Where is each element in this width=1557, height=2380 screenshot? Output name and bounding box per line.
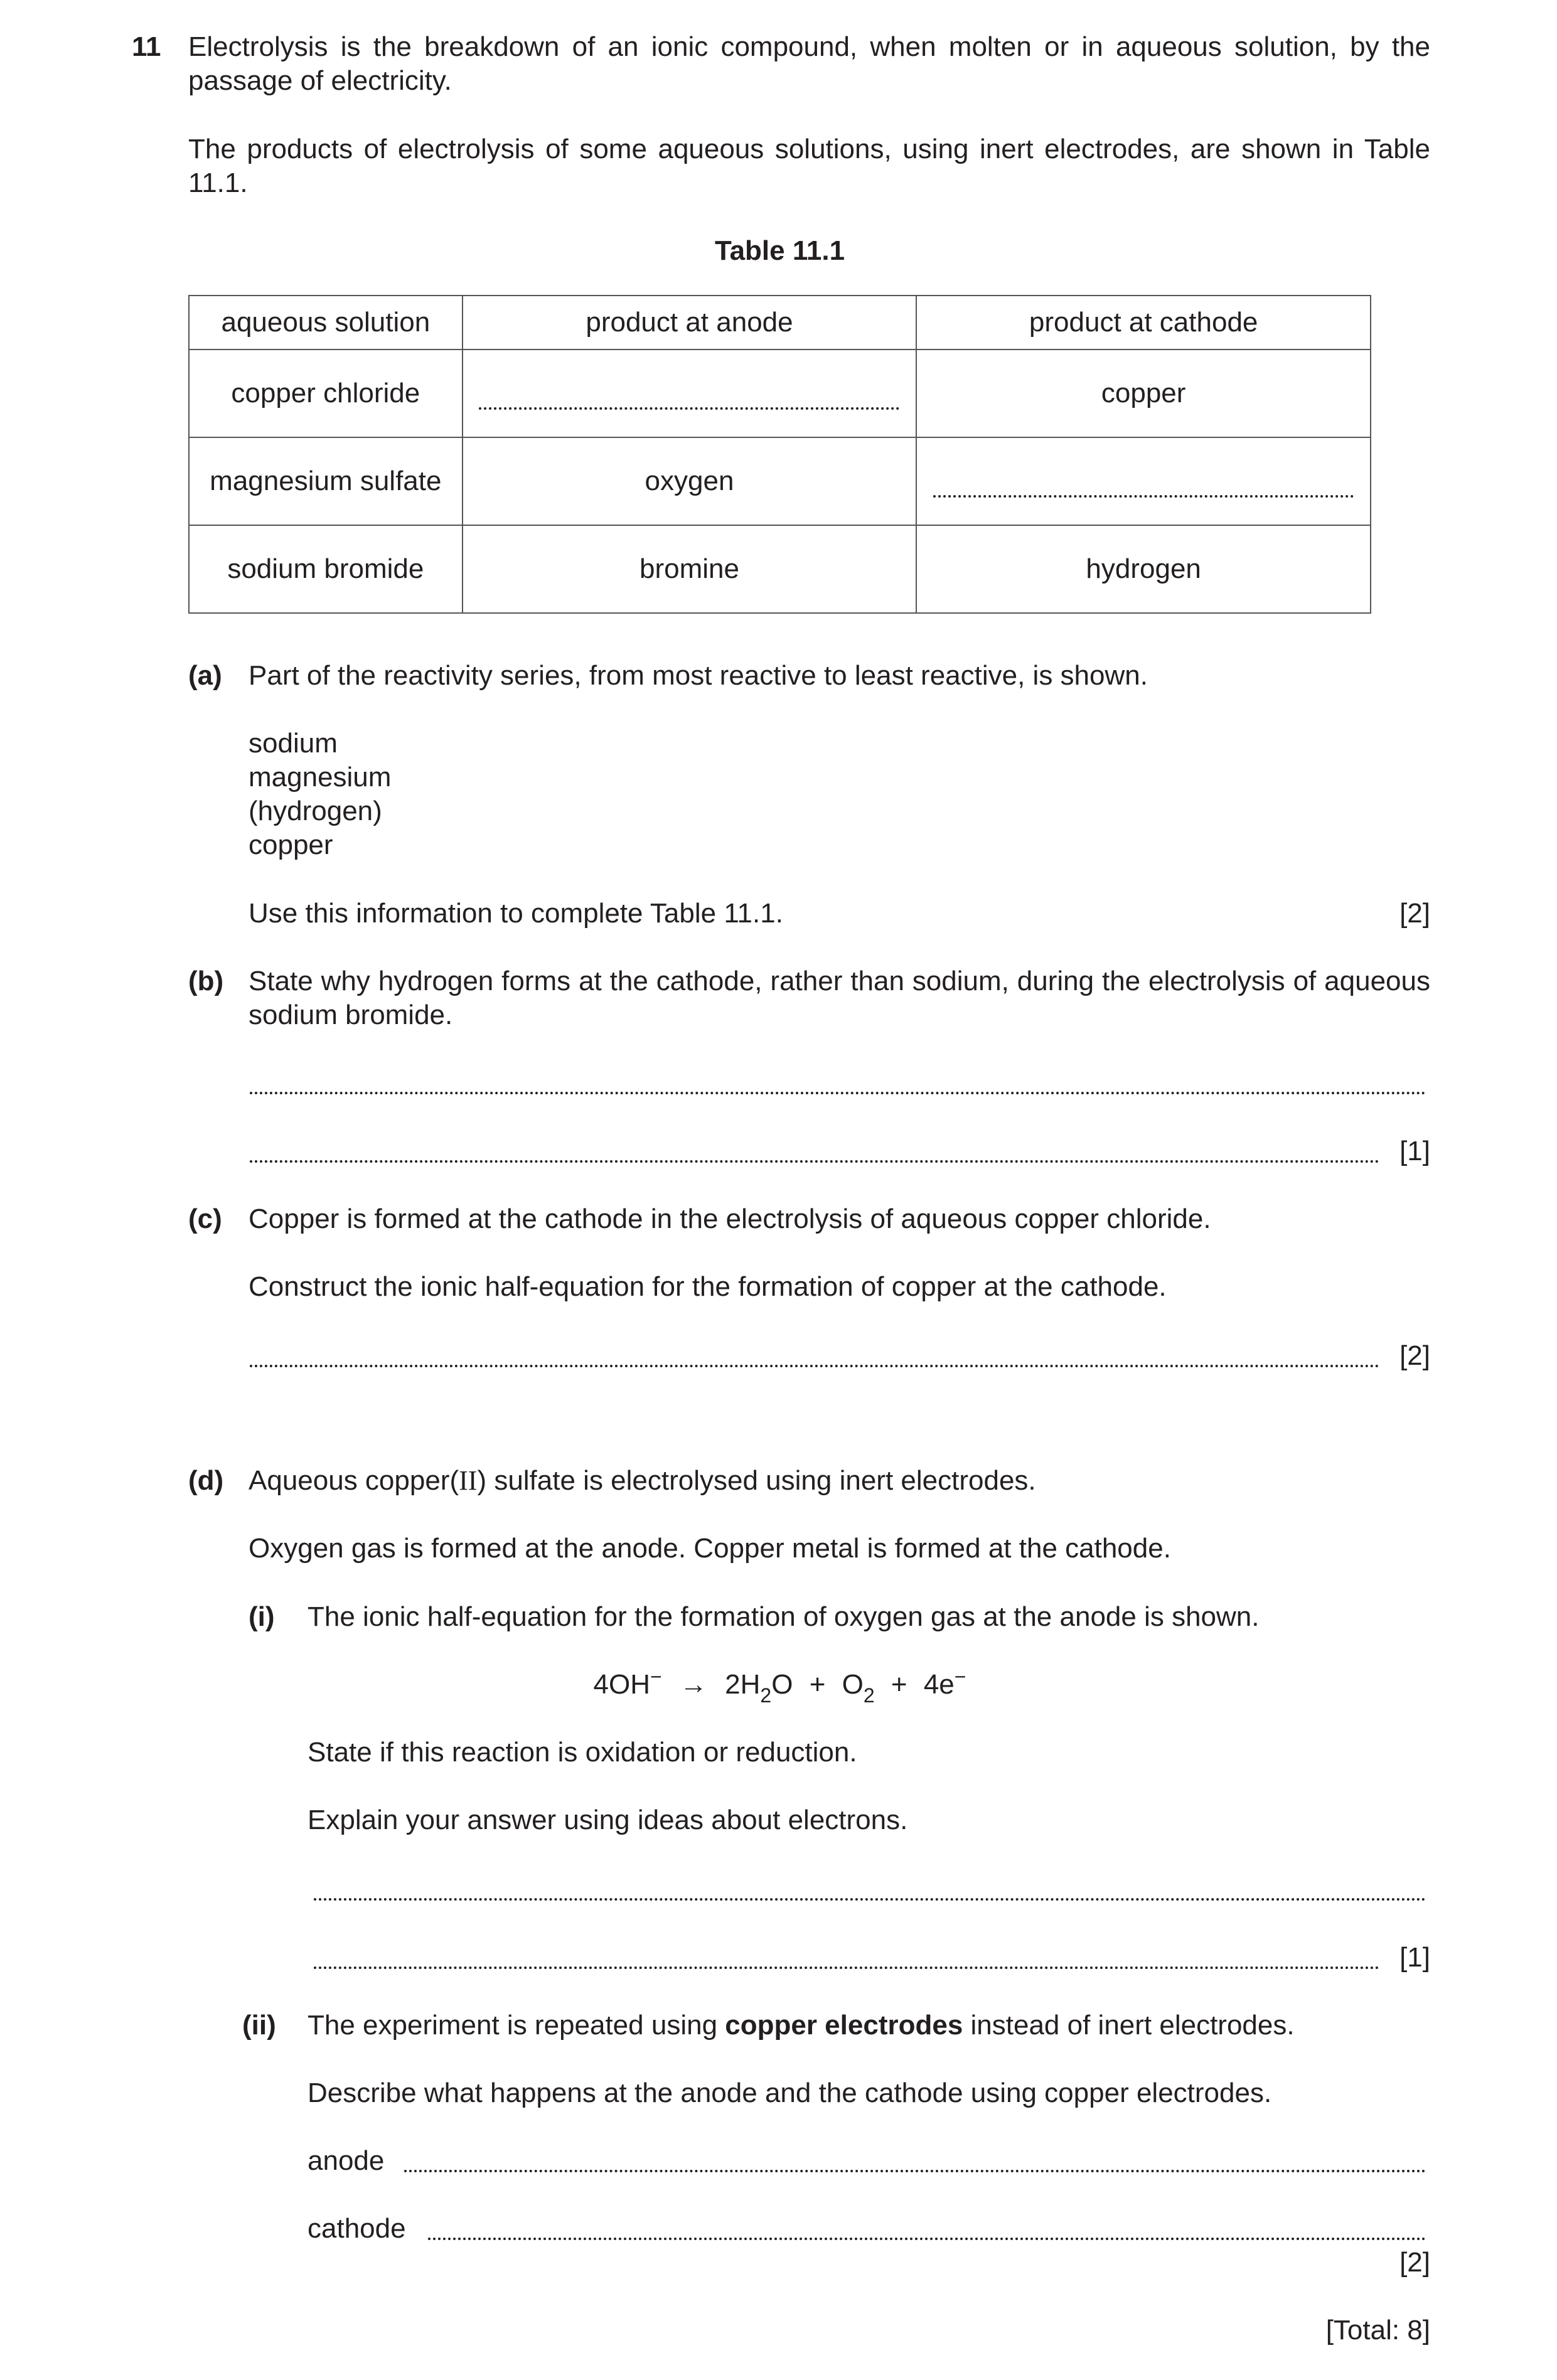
cathode-label: cathode xyxy=(308,2213,406,2244)
answer-line[interactable] xyxy=(314,1966,1379,1969)
series-item: (hydrogen) xyxy=(249,796,382,826)
answer-line[interactable] xyxy=(479,407,899,410)
part-a-text: Part of the reactivity series, from most reactive to least reactive, is shown. xyxy=(249,660,1148,691)
anode-label: anode xyxy=(308,2145,385,2176)
part-d-i-label: (i) xyxy=(249,1601,275,1632)
part-d-ii-mark: [2] xyxy=(1399,2247,1430,2278)
answer-line[interactable] xyxy=(314,1898,1426,1901)
table-row xyxy=(189,350,1371,437)
cell-anode: bromine xyxy=(463,525,917,613)
table-caption: Table 11.1 xyxy=(714,235,845,266)
header-aqueous-solution: aqueous solution xyxy=(189,296,463,350)
cell-solution: sodium bromide xyxy=(189,525,463,613)
answer-line[interactable] xyxy=(250,1092,1426,1094)
products-table xyxy=(188,295,1371,614)
half-equation: $4OH^- \to 2H_2O + O_2 + 4e^-$ xyxy=(593,1665,966,1707)
part-c-text-1: Copper is formed at the cathode in the electrolysis of aqueous copper chloride. xyxy=(249,1203,1211,1234)
answer-line[interactable] xyxy=(250,1160,1379,1163)
table-row xyxy=(189,437,1371,525)
part-d-text-2: Oxygen gas is formed at the anode. Copper metal is formed at the cathode. xyxy=(249,1533,1171,1564)
answer-line[interactable] xyxy=(933,495,1354,498)
cell-cathode: hydrogen xyxy=(916,525,1371,613)
header-product-anode: product at anode xyxy=(463,296,917,350)
part-c-text-2: Construct the ionic half-equation for the formation of copper at the cathode. xyxy=(249,1271,1167,1302)
part-d-ii-text: The experiment is repeated using copper electrodes instead of inert electrodes. xyxy=(308,2010,1295,2041)
anode-answer-line[interactable] xyxy=(404,2170,1426,2172)
answer-cell-anode[interactable] xyxy=(463,350,917,437)
cell-solution: copper chloride xyxy=(189,350,463,437)
answer-cell-cathode[interactable] xyxy=(916,437,1371,525)
part-c-mark: [2] xyxy=(1399,1340,1430,1371)
part-b-text: State why hydrogen forms at the cathode, rather than sodium, during the electrolysis of aqueous sodium bromide. xyxy=(249,966,1430,1030)
part-d-i-mark: [1] xyxy=(1399,1942,1430,1973)
total-marks: [Total: 8] xyxy=(1325,2315,1430,2345)
part-d-i-text: The ionic half-equation for the formation of oxygen gas at the anode is shown. xyxy=(308,1601,1260,1632)
cell-anode: oxygen xyxy=(463,437,917,525)
part-b-mark: [1] xyxy=(1399,1136,1430,1166)
cell-solution: magnesium sulfate xyxy=(189,437,463,525)
part-d-i-text-2: State if this reaction is oxidation or reduction. xyxy=(308,1737,857,1768)
arrow-icon: → xyxy=(679,1669,707,1700)
reactivity-series xyxy=(249,727,391,862)
question-number: 11 xyxy=(132,31,161,62)
table-row xyxy=(189,525,1371,613)
part-a-mark: [2] xyxy=(1399,898,1430,929)
series-item: copper xyxy=(249,830,333,860)
part-d-text-1: Aqueous copper(II) sulfate is electrolysed using inert electrodes. xyxy=(249,1465,1036,1496)
question-intro: Electrolysis is the breakdown of an ionic compound, when molten or in aqueous solution, by the passage of electricity. xyxy=(188,31,1430,96)
part-d-label: (d) xyxy=(188,1465,224,1496)
header-product-cathode: product at cathode xyxy=(916,296,1371,350)
series-item: sodium xyxy=(249,728,338,759)
part-d-ii-label: (ii) xyxy=(242,2010,276,2041)
part-b-label: (b) xyxy=(188,966,224,996)
cathode-answer-line[interactable] xyxy=(428,2238,1426,2240)
part-a-instruction: Use this information to complete Table 11.1. xyxy=(249,898,783,929)
part-a-label: (a) xyxy=(188,660,222,691)
part-d-i-text-3: Explain your answer using ideas about electrons. xyxy=(308,1805,908,1835)
part-d-ii-text-2: Describe what happens at the anode and the cathode using copper electrodes. xyxy=(308,2078,1272,2108)
question-intro-2: The products of electrolysis of some aqueous solutions, using inert electrodes, are shown in Table 11.1. xyxy=(188,134,1430,198)
table-header-row xyxy=(189,296,1371,350)
answer-line[interactable] xyxy=(250,1365,1379,1367)
cell-cathode: copper xyxy=(916,350,1371,437)
series-item: magnesium xyxy=(249,762,392,792)
part-c-label: (c) xyxy=(188,1203,222,1234)
